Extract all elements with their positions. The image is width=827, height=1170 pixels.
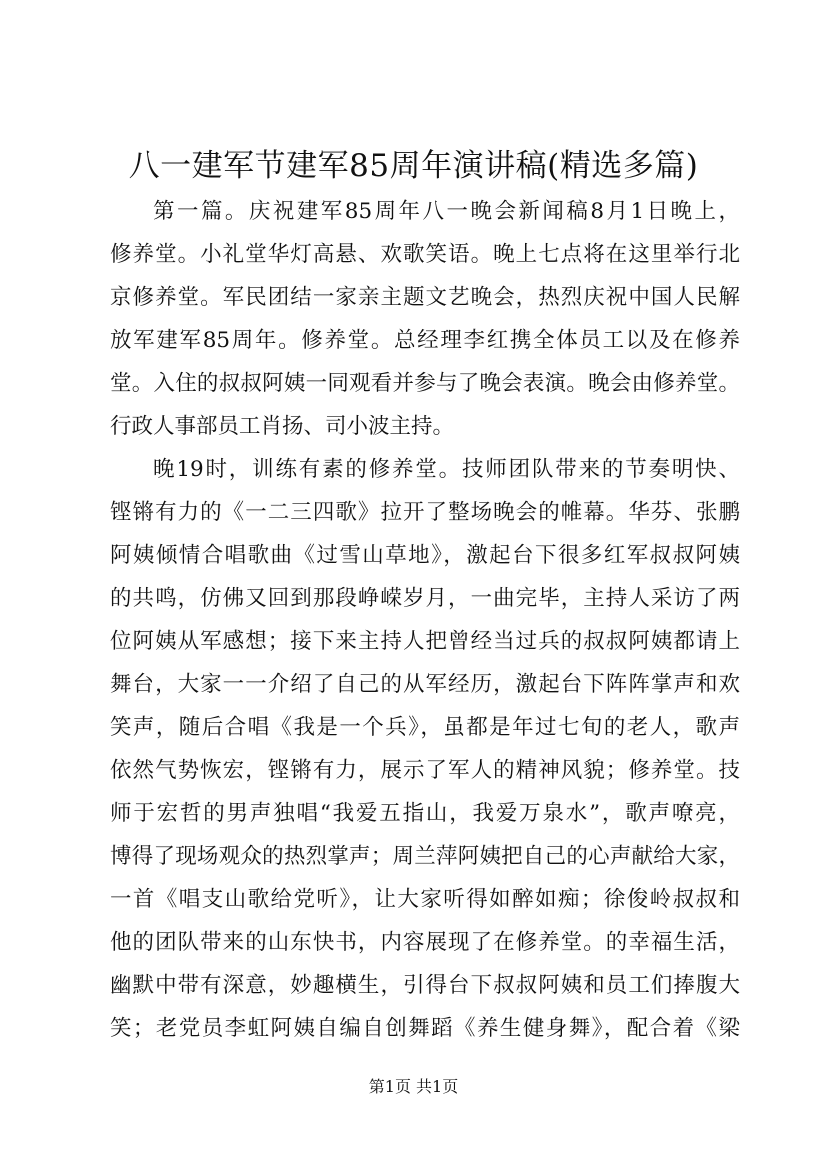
page-footer: 第1页 共1页: [368, 1077, 459, 1096]
paragraph-2-line-7: 笑声，随后合唱《我是一个兵》，虽都是年过七旬的老人，歌声: [110, 715, 740, 740]
paragraph-1-line-6: 行政人事部员工肖扬、司小波主持。: [110, 414, 455, 439]
paragraph-2-line-3: 阿姨倾情合唱歌曲《过雪山草地》，激起台下很多红军叔叔阿姨: [110, 543, 740, 568]
paragraph-2-line-13: 幽默中带有深意，妙趣横生，引得台下叔叔阿姨和员工们捧腹大: [110, 973, 740, 998]
paragraph-1-line-5: 堂。入住的叔叔阿姨一同观看并参与了晚会表演。晚会由修养堂。: [110, 371, 740, 396]
paragraph-2-line-1: 晚19时，训练有素的修养堂。技师团队带来的节奏明快、: [153, 457, 740, 482]
paragraph-1-line-2: 修养堂。小礼堂华灯高悬、欢歌笑语。晚上七点将在这里举行北: [110, 242, 740, 267]
paragraph-2-line-6: 舞台，大家一一介绍了自己的从军经历，激起台下阵阵掌声和欢: [110, 672, 740, 697]
document-title: 八一建军节建军85周年演讲稿(精选多篇): [128, 148, 699, 184]
paragraph-2-line-9: 师于宏哲的男声独唱“我爱五指山，我爱万泉水”，歌声嘹亮，: [110, 801, 740, 826]
paragraph-2-line-4: 的共鸣，仿佛又回到那段峥嵘岁月，一曲完毕，主持人采访了两: [110, 586, 740, 611]
paragraph-2-line-11: 一首《唱支山歌给党听》，让大家听得如醉如痴；徐俊岭叔叔和: [110, 887, 740, 912]
paragraph-1-line-1: 第一篇。庆祝建军85周年八一晚会新闻稿8月1日晚上，: [153, 199, 740, 224]
paragraph-2-line-12: 他的团队带来的山东快书，内容展现了在修养堂。的幸福生活，: [110, 930, 740, 955]
paragraph-2-line-14: 笑；老党员李虹阿姨自编自创舞蹈《养生健身舞》，配合着《梁: [110, 1016, 740, 1041]
paragraph-1-line-3: 京修养堂。军民团结一家亲主题文艺晚会，热烈庆祝中国人民解: [110, 285, 740, 310]
paragraph-2-line-8: 依然气势恢宏，铿锵有力，展示了军人的精神风貌；修养堂。技: [110, 758, 740, 783]
paragraph-1-line-4: 放军建军85周年。修养堂。总经理李红携全体员工以及在修养: [110, 328, 740, 353]
paragraph-2-line-2: 铿锵有力的《一二三四歌》拉开了整场晚会的帷幕。华芬、张鹏: [110, 500, 740, 525]
paragraph-2-line-5: 位阿姨从军感想；接下来主持人把曾经当过兵的叔叔阿姨都请上: [110, 629, 740, 654]
paragraph-2-line-10: 博得了现场观众的热烈掌声；周兰萍阿姨把自己的心声献给大家，: [110, 844, 740, 869]
